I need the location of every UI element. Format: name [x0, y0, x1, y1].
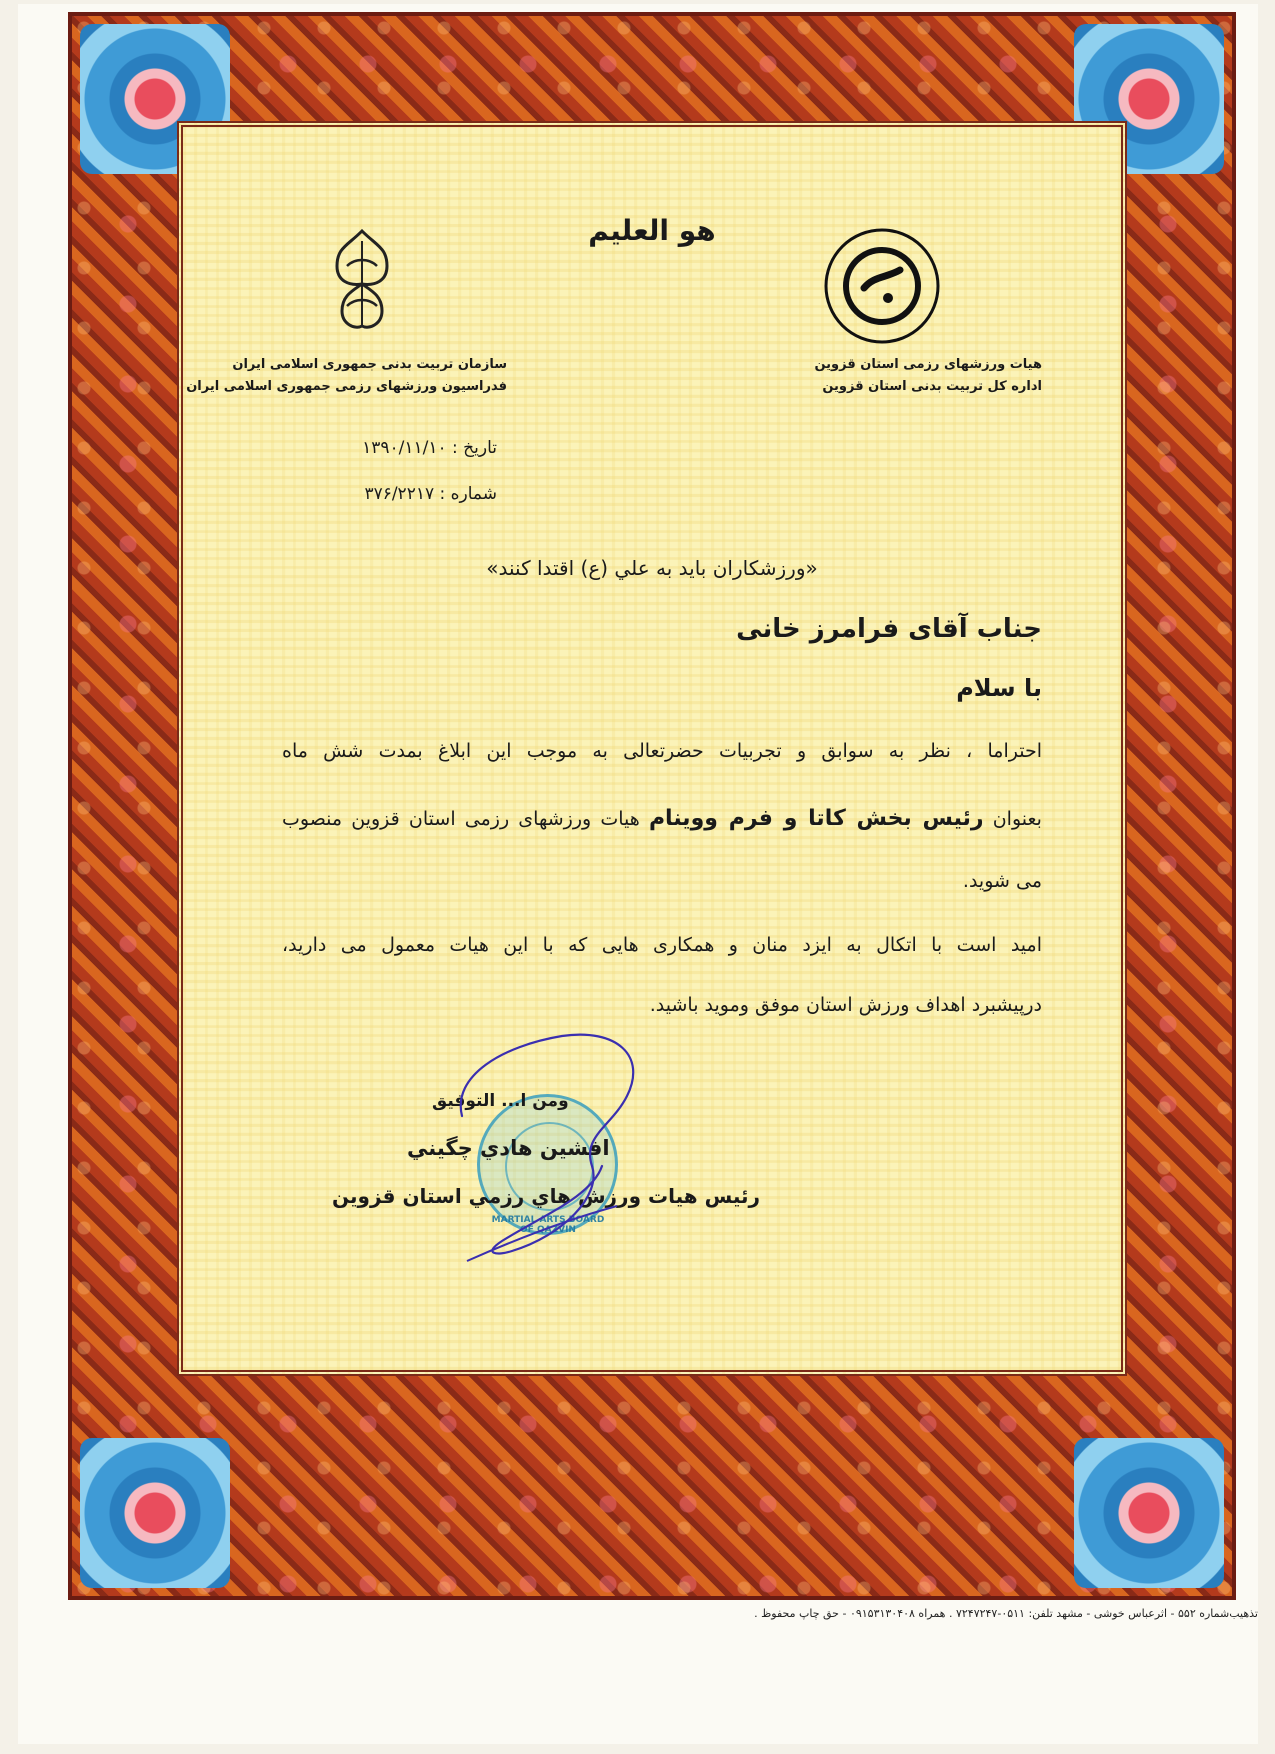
- ornamental-frame: [68, 12, 1236, 1600]
- stamp-text: MARTIAL ARTS BOARD OF QAZVIN: [491, 1215, 605, 1235]
- physical-education-emblem-icon: [317, 226, 407, 336]
- number-label: شماره :: [439, 484, 497, 504]
- closing-phrase: ومن ا... التوفیق: [432, 1091, 569, 1111]
- body-line-3: می شوید.: [962, 870, 1042, 892]
- organization-left-line2: فدراسیون ورزشهای رزمی جمهوری اسلامی ایران: [186, 379, 507, 394]
- body-line-2-suffix: هیات ورزشهای رزمی استان قزوین منصوب: [282, 808, 640, 830]
- invocation-heading: هو العليم: [588, 214, 716, 247]
- greeting: با سلام: [956, 674, 1042, 702]
- body-line-5: درپیشبرد اهداف ورزش استان موفق وموید باشید.: [649, 994, 1042, 1016]
- appointment-position: رئیس بخش کاتا و فرم ووینام: [648, 806, 984, 831]
- martial-arts-federation-logo-icon: [822, 226, 942, 346]
- date-row: [297, 438, 497, 458]
- number-row: [297, 484, 497, 504]
- organization-right-line1: هیات ورزشهای رزمی استان قزوین: [814, 357, 1042, 372]
- corner-ornament-bottom-right: [1074, 1438, 1224, 1588]
- organization-right: [782, 354, 1042, 398]
- organization-right-line2: اداره کل تربیت بدنی استان قزوین: [822, 379, 1042, 394]
- certificate-page: [18, 4, 1258, 1744]
- addressee: جناب آقای فرامرز خانی: [736, 614, 1042, 644]
- date-value: ۱۳۹۰/۱۱/۱۰: [362, 438, 447, 458]
- signer-name: افشین هادي چگیني: [407, 1136, 610, 1160]
- motto: «ورزشکاران باید به علي (ع) اقتدا کنند»: [486, 556, 818, 580]
- organization-left-line1: سازمان تربیت بدنی جمهوری اسلامی ایران: [232, 357, 507, 372]
- organization-left: [186, 354, 507, 398]
- body-line-2-prefix: بعنوان: [992, 808, 1042, 830]
- body-line-1: احتراما ، نظر به سوابق و تجربیات حضرتعالی به موجب این ابلاغ بمدت شش ماه: [282, 740, 1042, 762]
- body-line-4: امید است با اتکال به ایزد منان و همکاری هایی که با این هیات معمول می دارید،: [282, 934, 1042, 956]
- date-label: تاریخ :: [452, 438, 497, 458]
- printer-footer: تذهیب‌شماره ۵۵۲ - اثرعباس خوشی - مشهد تلفن: ۰۵۱۱-۷۲۴۷۲۴۷ . همراه ۰۹۱۵۳۱۳۰۴۰۸ - حق چاپ محفوظ .: [754, 1607, 1258, 1620]
- corner-ornament-bottom-left: [80, 1438, 230, 1588]
- body-line-2: [282, 806, 1042, 831]
- certificate-content: [182, 126, 1122, 1371]
- signer-title: رئیس هیات ورزش هاي رزمي استان قزوین: [332, 1184, 761, 1208]
- official-stamp: [477, 1094, 618, 1235]
- number-value: ۳۷۶/۲۲۱۷: [364, 484, 435, 504]
